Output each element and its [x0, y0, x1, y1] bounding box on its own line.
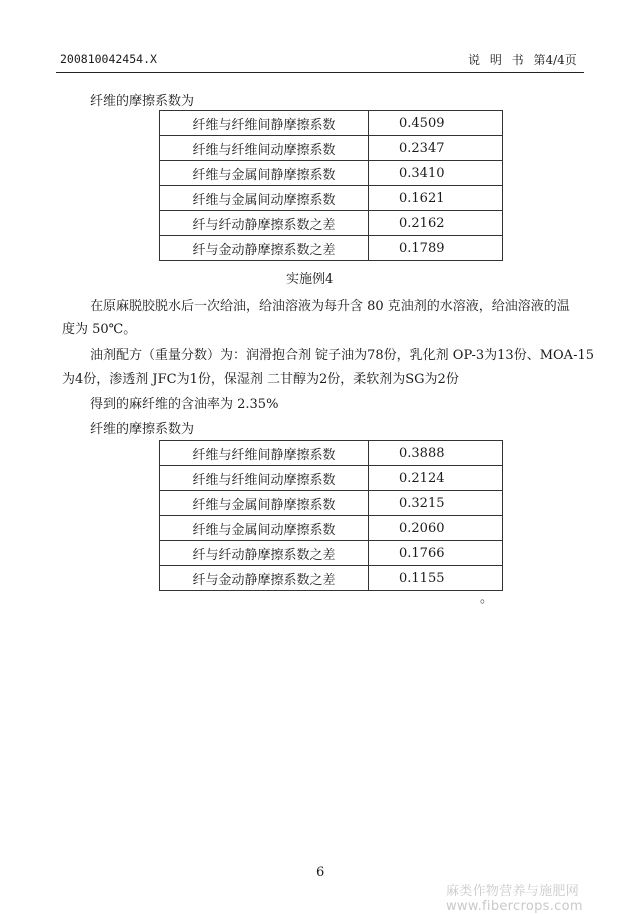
- table-row: [160, 516, 503, 541]
- table-row: [160, 441, 503, 466]
- table-cell-label: 纤维与金属间动摩擦系数: [160, 186, 369, 211]
- section1-caption: 纤维的摩擦系数为: [90, 94, 195, 109]
- page-number: 6: [316, 865, 325, 880]
- section2-caption: 纤维的摩擦系数为: [90, 422, 195, 437]
- paragraph-line: 在原麻脱胶脱水后一次给油，给油溶液为每升含 80 克油剂的水溶液，给油溶液的温: [90, 299, 570, 314]
- table-cell-value: 0.1766: [369, 541, 503, 566]
- table-cell-label: 纤与金动静摩擦系数之差: [160, 236, 369, 261]
- table-cell-value: 0.3410: [369, 161, 503, 186]
- document-number: 200810042454.X: [60, 52, 157, 66]
- friction-table-1: [159, 110, 503, 261]
- table-cell-label: 纤维与金属间静摩擦系数: [160, 491, 369, 516]
- header-rule: [56, 72, 584, 73]
- table-cell-value: 0.2124: [369, 466, 503, 491]
- paragraph-line: 油剂配方（重量分数）为：润滑抱合剂 锭子油为78份，乳化剂 OP-3为13份、MOA-15: [90, 348, 594, 363]
- table-cell-value: 0.1621: [369, 186, 503, 211]
- paragraph-line: 度为 50℃。: [62, 322, 137, 337]
- table-cell-label: 纤维与纤维间动摩擦系数: [160, 466, 369, 491]
- table-cell-label: 纤与纤动静摩擦系数之差: [160, 541, 369, 566]
- table-cell-label: 纤维与纤维间静摩擦系数: [160, 441, 369, 466]
- page-info: 第4/4页: [533, 53, 577, 67]
- trailing-period: 。: [480, 591, 494, 606]
- table-cell-label: 纤与金动静摩擦系数之差: [160, 566, 369, 591]
- table-row: [160, 211, 503, 236]
- table-row: [160, 566, 503, 591]
- table-row: [160, 541, 503, 566]
- table-cell-label: 纤维与纤维间动摩擦系数: [160, 136, 369, 161]
- friction-table-2: [159, 440, 503, 591]
- table-cell-value: 0.3215: [369, 491, 503, 516]
- header-right: [468, 51, 577, 68]
- table-row: [160, 111, 503, 136]
- table-row: [160, 466, 503, 491]
- table-row: [160, 186, 503, 211]
- table-cell-label: 纤维与纤维间静摩擦系数: [160, 111, 369, 136]
- table-cell-value: 0.2347: [369, 136, 503, 161]
- site-watermark: 麻类作物营养与施肥网 www.fibercrops.com: [446, 884, 583, 914]
- table-cell-value: 0.2060: [369, 516, 503, 541]
- table-cell-value: 0.2162: [369, 211, 503, 236]
- table-row: [160, 161, 503, 186]
- table-cell-value: 0.1789: [369, 236, 503, 261]
- table-cell-value: 0.1155: [369, 566, 503, 591]
- paragraph-line: 为4份，渗透剂 JFC为1份，保湿剂 二甘醇为2份，柔软剂为SG为2份: [62, 372, 459, 387]
- table-row: [160, 236, 503, 261]
- table-cell-label: 纤维与金属间动摩擦系数: [160, 516, 369, 541]
- paragraph-line: 得到的麻纤维的含油率为 2.35%: [90, 397, 279, 412]
- table-row: [160, 136, 503, 161]
- table-cell-value: 0.3888: [369, 441, 503, 466]
- table-cell-value: 0.4509: [369, 111, 503, 136]
- table-row: [160, 491, 503, 516]
- example-title: 实施例4: [286, 272, 334, 287]
- table-cell-label: 纤与纤动静摩擦系数之差: [160, 211, 369, 236]
- table-cell-label: 纤维与金属间静摩擦系数: [160, 161, 369, 186]
- document-type: 说 明 书: [468, 53, 524, 67]
